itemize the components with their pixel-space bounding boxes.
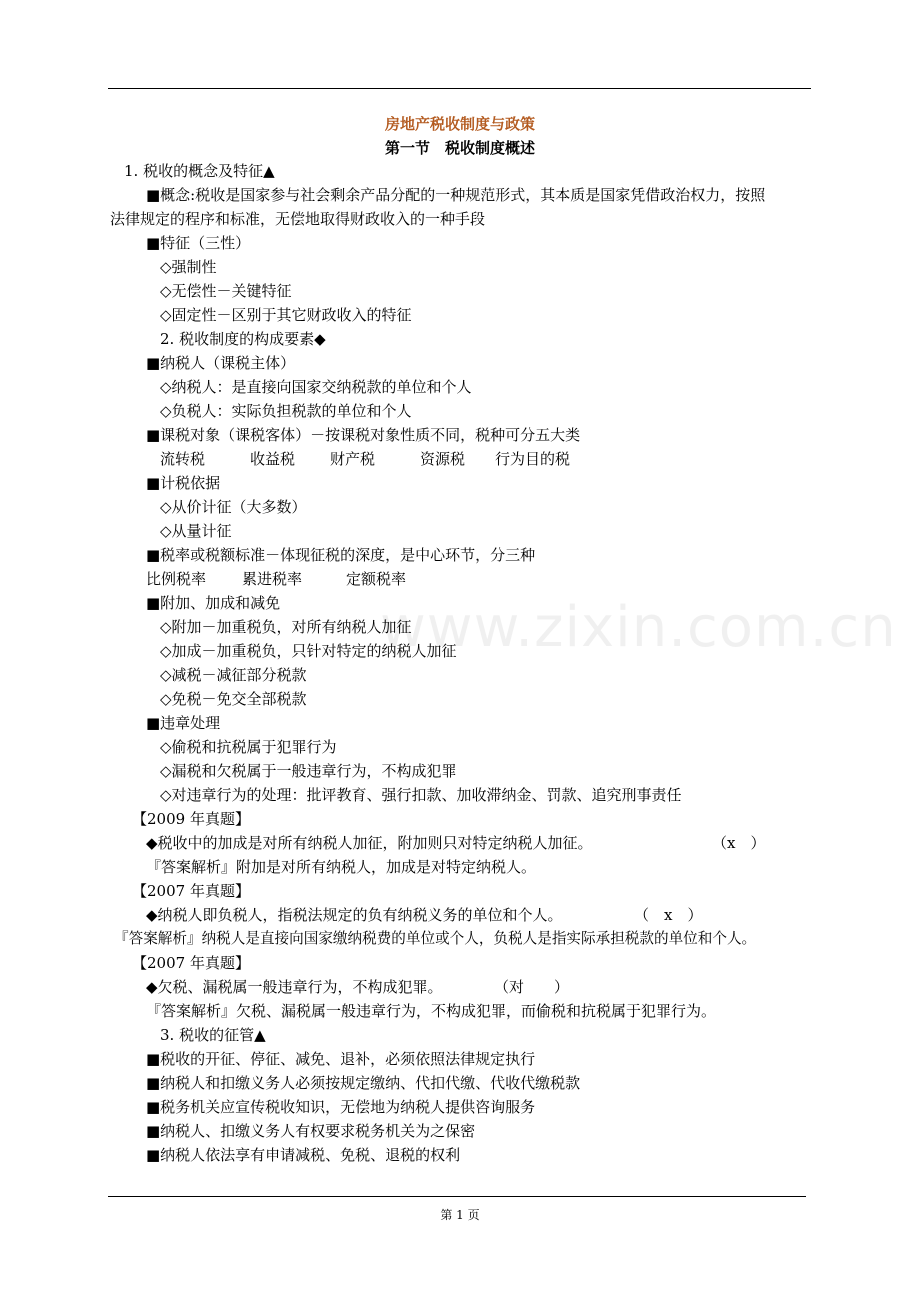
bullet-item: ■税务机关应宣传税收知识，无偿地为纳税人提供咨询服务: [146, 1098, 536, 1116]
tax-category-row: [160, 448, 570, 470]
bullet-item: ■特征（三性）: [146, 234, 251, 252]
bullet-item: ■税率或税额标准－体现征税的深度，是中心环节，分三种: [146, 546, 536, 564]
tax-category: 收益税: [250, 450, 296, 468]
exam-answer-mark: （对 ）: [494, 978, 570, 996]
bullet-item: ■违章处理: [146, 714, 221, 732]
watermark: www.zixin.com.cn: [380, 595, 897, 660]
sub-bullet-item: ◇从量计征: [160, 522, 232, 540]
bullet-item: ■纳税人依法享有申请减税、免税、退税的权利: [146, 1146, 461, 1164]
bullet-item: ■纳税人和扣缴义务人必须按规定缴纳、代扣代缴、代收代缴税款: [146, 1074, 581, 1092]
exam-answer-mark: （x ）: [712, 834, 766, 852]
page-number: 第 1 页: [440, 1208, 480, 1222]
sub-bullet-item: ◇偷税和抗税属于犯罪行为: [160, 738, 337, 756]
bullet-item: ■税收的开征、停征、减免、退补，必须依照法律规定执行: [146, 1050, 536, 1068]
footer-rule: [108, 1196, 806, 1197]
tax-category: 资源税: [420, 450, 466, 468]
heading-tax-administration: 3. 税收的征管▲: [160, 1026, 266, 1044]
header-rule: [108, 88, 811, 89]
bullet-item: ■计税依据: [146, 474, 221, 492]
heading-tax-elements: 2. 税收制度的构成要素◆: [160, 330, 326, 348]
sub-bullet-item: ◇附加－加重税负，对所有纳税人加征: [160, 618, 412, 636]
tax-rate-row: [146, 568, 406, 590]
sub-bullet-item: ◇强制性: [160, 258, 217, 276]
document-title: 房地产税收制度与政策: [384, 115, 535, 133]
tax-rate-type: 定额税率: [346, 570, 407, 588]
tax-category: 行为目的税: [495, 450, 571, 468]
exam-question: ◆纳税人即负税人，指税法规定的负有纳税义务的单位和个人。: [146, 906, 563, 924]
answer-explanation: 『答案解析』欠税、漏税属一般违章行为，不构成犯罪，而偷税和抗税属于犯罪行为。: [146, 1002, 717, 1020]
bullet-item: ■纳税人（课税主体）: [146, 354, 296, 372]
tax-rate-type: 累进税率: [242, 570, 303, 588]
heading-tax-concept: 1. 税收的概念及特征▲: [124, 162, 275, 180]
sub-bullet-item: ◇免税－免交全部税款: [160, 690, 307, 708]
bullet-item: ■纳税人、扣缴义务人有权要求税务机关为之保密: [146, 1122, 476, 1140]
sub-bullet-item: ◇加成－加重税负，只针对特定的纳税人加征: [160, 642, 457, 660]
paragraph-line: ■概念:税收是国家参与社会剩余产品分配的一种规范形式，其本质是国家凭借政治权力，按照: [146, 186, 766, 204]
sub-bullet-item: ◇对违章行为的处理：批评教育、强行扣款、加收滞纳金、罚款、追究刑事责任: [160, 786, 682, 804]
tax-category: 流转税: [160, 450, 206, 468]
bullet-item: ■课税对象（课税客体）－按课税对象性质不同，税种可分五大类: [146, 426, 581, 444]
answer-explanation: 『答案解析』附加是对所有纳税人，加成是对特定纳税人。: [146, 858, 537, 876]
exam-answer-mark: （ x ）: [634, 906, 703, 924]
exam-year-label: 【2007 年真题】: [132, 882, 250, 900]
tax-rate-type: 比例税率: [146, 570, 207, 588]
exam-question: ◆税收中的加成是对所有纳税人加征，附加则只对特定纳税人加征。: [146, 834, 593, 852]
exam-year-label: 【2009 年真题】: [132, 810, 250, 828]
tax-category: 财产税: [330, 450, 376, 468]
sub-bullet-item: ◇负税人：实际负担税款的单位和个人: [160, 402, 412, 420]
exam-year-label: 【2007 年真题】: [132, 954, 250, 972]
sub-bullet-item: ◇固定性－区别于其它财政收入的特征: [160, 306, 412, 324]
sub-bullet-item: ◇从价计征（大多数）: [160, 498, 307, 516]
exam-question: ◆欠税、漏税属一般违章行为，不构成犯罪。: [146, 978, 443, 996]
sub-bullet-item: ◇无偿性－关键特征: [160, 282, 292, 300]
bullet-item: ■附加、加成和减免: [146, 594, 281, 612]
sub-bullet-item: ◇漏税和欠税属于一般违章行为，不构成犯罪: [160, 762, 457, 780]
section-heading: 第一节 税收制度概述: [384, 139, 535, 157]
sub-bullet-item: ◇减税－减征部分税款: [160, 666, 307, 684]
paragraph-line: 法律规定的程序和标准，无偿地取得财政收入的一种手段: [110, 210, 486, 228]
answer-explanation: 『答案解析』纳税人是直接向国家缴纳税费的单位或个人，负税人是指实际承担税款的单位和个人。: [114, 930, 757, 947]
sub-bullet-item: ◇纳税人：是直接向国家交纳税款的单位和个人: [160, 378, 472, 396]
